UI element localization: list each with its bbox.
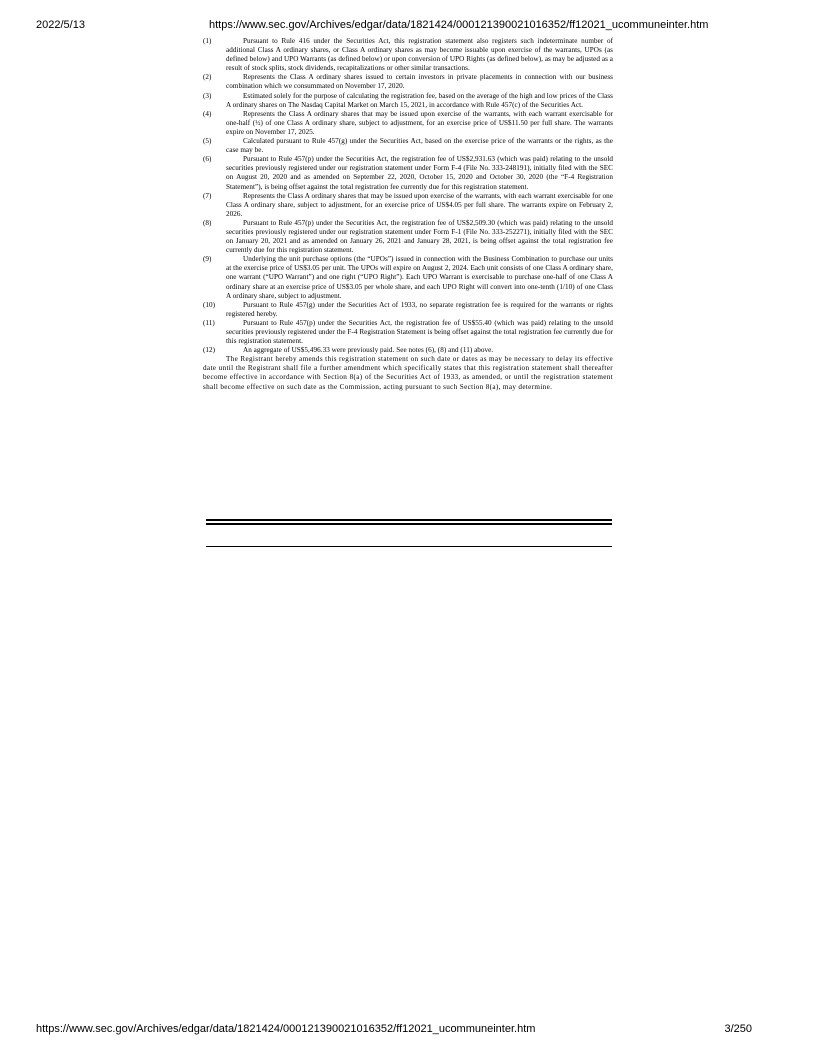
footnote-text: An aggregate of US$5,496.33 were previously paid. See notes (6), (8) and (11) above. <box>243 346 494 355</box>
footnote-number: (2) <box>203 73 212 82</box>
footnote-number: (5) <box>203 137 212 146</box>
footnote-text: Represents the Class A ordinary shares issued to certain investors in private placements in connection with our business combination which we consummated on November 17, 2020. <box>226 73 613 91</box>
footnote-3 <box>203 92 613 110</box>
footnote-9 <box>203 255 613 300</box>
double-rule-top <box>206 519 612 521</box>
section-divider <box>206 546 612 547</box>
amendment-text: The Registrant hereby amends this registration statement on such date or dates as may be necessary to delay its effective date until the Registrant shall file a further amendment which specifically states that this registration statement shall thereafter become effective in accordance with Section 8(a) of the Securities Act of 1933, as amended, or until the registration statement shall become effective on such date as the Commission, acting pursuant to such Section 8(a), may determine. <box>203 355 613 391</box>
page-number: 3/250 <box>724 1023 752 1035</box>
double-rule-bottom <box>206 523 612 525</box>
footnote-number: (1) <box>203 37 212 45</box>
footnote-text: Pursuant to Rule 457(p) under the Securities Act, the registration fee of US$2,931.63 (which was paid) relating to the unsold securities previously registered under our registration statement under Form F-4 (File No. 333-248191), initially filed with the SEC on August 20, 2020 and as amended on September 22, 2020, October 15, 2020 and October 30, 2020 (the “F-4 Registration Statement”), is being offset against the total registration fee currently due for this registration statement. <box>226 155 613 191</box>
footnote-5 <box>203 137 613 155</box>
footnote-4 <box>203 110 613 137</box>
footnote-text: Represents the Class A ordinary shares that may be issued upon exercise of the warrants, with each warrant exercisable for one Class A ordinary share, subject to adjustment, for an exercise price of US$4.05 per full share. The warrants expire on February 2, 2026. <box>226 191 613 218</box>
footnote-text: Pursuant to Rule 457(g) under the Securities Act of 1933, no separate registration fee is required for the warrants or rights registered hereby. <box>226 300 613 318</box>
print-date: 2022/5/13 <box>36 19 85 31</box>
footnote-text: Pursuant to Rule 416 under the Securities Act, this registration statement also registers such indeterminate number of additional Class A ordinary shares, or Class A ordinary shares as may become issuable upon exercise of the warrants, UPOs (as defined below) and UPO Warrants (as defined below) or upon conversion of UPO Rights (as defined below), as may be adjusted as a result of stock splits, stock dividends, recapitalizations or other similar transactions. <box>226 37 613 73</box>
footnote-number: (10) <box>203 300 216 309</box>
footnote-number: (8) <box>203 218 212 227</box>
footnote-text: Represents the Class A ordinary shares that may be issued upon exercise of the warrants, with each warrant exercisable for one-half (½) of one Class A ordinary share, subject to adjustment, for an exercise price of US$11.50 per full share. The warrants expire on November 17, 2025. <box>226 109 613 136</box>
footnote-11 <box>203 319 613 346</box>
footnote-number: (12) <box>203 346 216 355</box>
footnote-text: Underlying the unit purchase options (the “UPOs”) issued in connection with the Business Combination to purchase our units at the exercise price of US$3.05 per unit. The UPOs will expire on August 2, 2024. Each unit consists of one Class A ordinary share, one warrant (“UPO Warrant”) and one right (“UPO Right”). Each UPO Warrant is exercisable to purchase one-half of one Class A ordinary share at an exercise price of US$3.05 per whole share, and each UPO Right will convert into one-tenth (1/10) of one Class A ordinary share, subject to adjustment. <box>226 255 613 300</box>
footnote-number: (11) <box>203 318 215 327</box>
footnote-8 <box>203 219 613 255</box>
footnote-text: Estimated solely for the purpose of calculating the registration fee, based on the average of the high and low prices of the Class A ordinary shares on The Nasdaq Capital Market on March 15, 2021, in accordance with Rule 457(c) of the Securities Act. <box>226 91 613 109</box>
print-header-url: https://www.sec.gov/Archives/edgar/data/1821424/000121390021016352/ff12021_ucommuneinter.htm <box>209 19 709 31</box>
footnote-number: (3) <box>203 91 212 100</box>
footnote-12 <box>203 346 613 355</box>
footnote-1 <box>203 37 613 73</box>
footnote-text: Pursuant to Rule 457(p) under the Securities Act, the registration fee of US$2,509.30 (which was paid) relating to the unsold securities previously registered under our registration statement under Form F-1 (File No. 333-252271), initially filed with the SEC on January 20, 2021 and as amended on January 26, 2021 and January 28, 2021, is being offset against the total registration fee currently due for this registration statement. <box>226 218 613 255</box>
footnote-text: Calculated pursuant to Rule 457(g) under the Securities Act, based on the exercise price of the warrants or the rights, as the case may be. <box>226 137 613 155</box>
document-body <box>203 37 613 392</box>
print-footer-url: https://www.sec.gov/Archives/edgar/data/1821424/000121390021016352/ff12021_ucommuneinter.htm <box>36 1023 536 1035</box>
footnote-7 <box>203 192 613 219</box>
footnote-number: (6) <box>203 155 212 164</box>
footnote-number: (9) <box>203 255 212 264</box>
footnote-6 <box>203 155 613 191</box>
amendment-paragraph <box>203 355 613 391</box>
footnote-2 <box>203 73 613 91</box>
footnote-10 <box>203 301 613 319</box>
footnote-text: Pursuant to Rule 457(p) under the Securities Act, the registration fee of US$55.40 (which was paid) relating to the unsold securities previously registered under the F-4 Registration Statement is being offset against the total registration fee currently due for this registration statement. <box>226 318 613 346</box>
footnote-number: (4) <box>203 109 212 118</box>
footnote-number: (7) <box>203 191 212 200</box>
